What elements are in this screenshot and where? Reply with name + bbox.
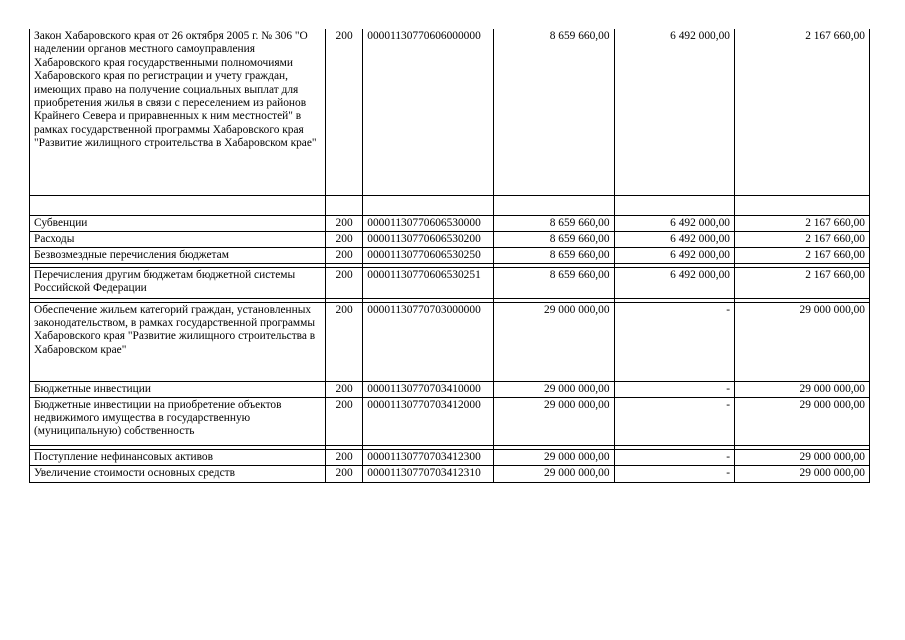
executed-amount-cell: 6 492 000,00 <box>614 267 734 298</box>
row-name-cell: Обеспечение жильем категорий граждан, установленных законодательством, в рамках государственной программы Хабаровского края "Развитие жилищного строительства в Хабаровском крае" <box>30 302 326 381</box>
unexecuted-amount-cell: 29 000 000,00 <box>734 302 869 381</box>
budget-code-cell: 00001130770703412310 <box>363 465 494 482</box>
budget-code-cell: 00001130770703410000 <box>363 381 494 397</box>
executed-amount-cell: 6 492 000,00 <box>614 231 734 247</box>
admin-code-cell: 200 <box>325 449 362 465</box>
row-name-cell: Закон Хабаровского края от 26 октября 2005 г. № 306 "О наделении органов местного самоуправления Хабаровского края государственными полномочиями Хабаровского края по регистрации и учету граждан, имеющих право на получение социальных выплат для приобретения жилья в связи с переселением из районов Крайнего Севера и приравненных к ним местностей" в рамках государственной программы Хабаровского края "Развитие жилищного строительства в Хабаровском крае" <box>30 29 326 195</box>
executed-amount-cell: 6 492 000,00 <box>614 247 734 263</box>
admin-code-cell: 200 <box>325 267 362 298</box>
unexecuted-amount-cell: 2 167 660,00 <box>734 267 869 298</box>
budget-code-cell: 00001130770606530251 <box>363 267 494 298</box>
budget-code-cell: 00001130770606000000 <box>363 29 494 195</box>
row-name-cell: Поступление нефинансовых активов <box>30 449 326 465</box>
table-row <box>30 381 870 397</box>
budget-code-cell: 00001130770606530200 <box>363 231 494 247</box>
row-name-cell: Бюджетные инвестиции на приобретение объектов недвижимого имущества в государственную (муниципальную) собственность <box>30 397 326 445</box>
executed-amount-cell: - <box>614 302 734 381</box>
admin-code-cell: 200 <box>325 465 362 482</box>
budget-code-cell: 00001130770703412000 <box>363 397 494 445</box>
unexecuted-amount-cell: 2 167 660,00 <box>734 215 869 231</box>
admin-code-cell: 200 <box>325 381 362 397</box>
approved-amount-cell: 29 000 000,00 <box>494 381 614 397</box>
admin-code-cell: 200 <box>325 29 362 195</box>
approved-amount-cell: 8 659 660,00 <box>494 247 614 263</box>
budget-code-cell: 00001130770703412300 <box>363 449 494 465</box>
unexecuted-amount-cell: 29 000 000,00 <box>734 449 869 465</box>
approved-amount-cell: 8 659 660,00 <box>494 215 614 231</box>
row-name-cell: Безвозмездные перечисления бюджетам <box>30 247 326 263</box>
table-row <box>30 231 870 247</box>
approved-amount-cell: 8 659 660,00 <box>494 29 614 195</box>
table-row <box>30 302 870 381</box>
unexecuted-amount-cell: 29 000 000,00 <box>734 465 869 482</box>
table-row <box>30 215 870 231</box>
row-name-cell: Увеличение стоимости основных средств <box>30 465 326 482</box>
unexecuted-amount-cell: 29 000 000,00 <box>734 397 869 445</box>
row-name-cell: Расходы <box>30 231 326 247</box>
unexecuted-amount-cell: 2 167 660,00 <box>734 231 869 247</box>
approved-amount-cell: 29 000 000,00 <box>494 449 614 465</box>
executed-amount-cell: 6 492 000,00 <box>614 215 734 231</box>
budget-code-cell: 00001130770606530000 <box>363 215 494 231</box>
budget-code-cell: 00001130770703000000 <box>363 302 494 381</box>
unexecuted-amount-cell: 2 167 660,00 <box>734 247 869 263</box>
admin-code-cell: 200 <box>325 302 362 381</box>
budget-code-cell: 00001130770606530250 <box>363 247 494 263</box>
row-name-cell: Субвенции <box>30 215 326 231</box>
executed-amount-cell: - <box>614 381 734 397</box>
table-row <box>30 397 870 445</box>
table-row <box>30 449 870 465</box>
table-row <box>30 247 870 263</box>
approved-amount-cell: 29 000 000,00 <box>494 302 614 381</box>
approved-amount-cell: 29 000 000,00 <box>494 465 614 482</box>
executed-amount-cell: - <box>614 449 734 465</box>
admin-code-cell: 200 <box>325 397 362 445</box>
row-name-cell: Перечисления другим бюджетам бюджетной системы Российской Федерации <box>30 267 326 298</box>
admin-code-cell: 200 <box>325 247 362 263</box>
table-row <box>30 29 870 195</box>
executed-amount-cell: - <box>614 465 734 482</box>
table-row <box>30 267 870 298</box>
approved-amount-cell: 8 659 660,00 <box>494 267 614 298</box>
approved-amount-cell: 29 000 000,00 <box>494 397 614 445</box>
table-row <box>30 465 870 482</box>
row-spacer <box>30 195 870 215</box>
admin-code-cell: 200 <box>325 215 362 231</box>
executed-amount-cell: - <box>614 397 734 445</box>
budget-execution-table <box>29 29 870 483</box>
executed-amount-cell: 6 492 000,00 <box>614 29 734 195</box>
row-name-cell: Бюджетные инвестиции <box>30 381 326 397</box>
unexecuted-amount-cell: 29 000 000,00 <box>734 381 869 397</box>
unexecuted-amount-cell: 2 167 660,00 <box>734 29 869 195</box>
approved-amount-cell: 8 659 660,00 <box>494 231 614 247</box>
admin-code-cell: 200 <box>325 231 362 247</box>
